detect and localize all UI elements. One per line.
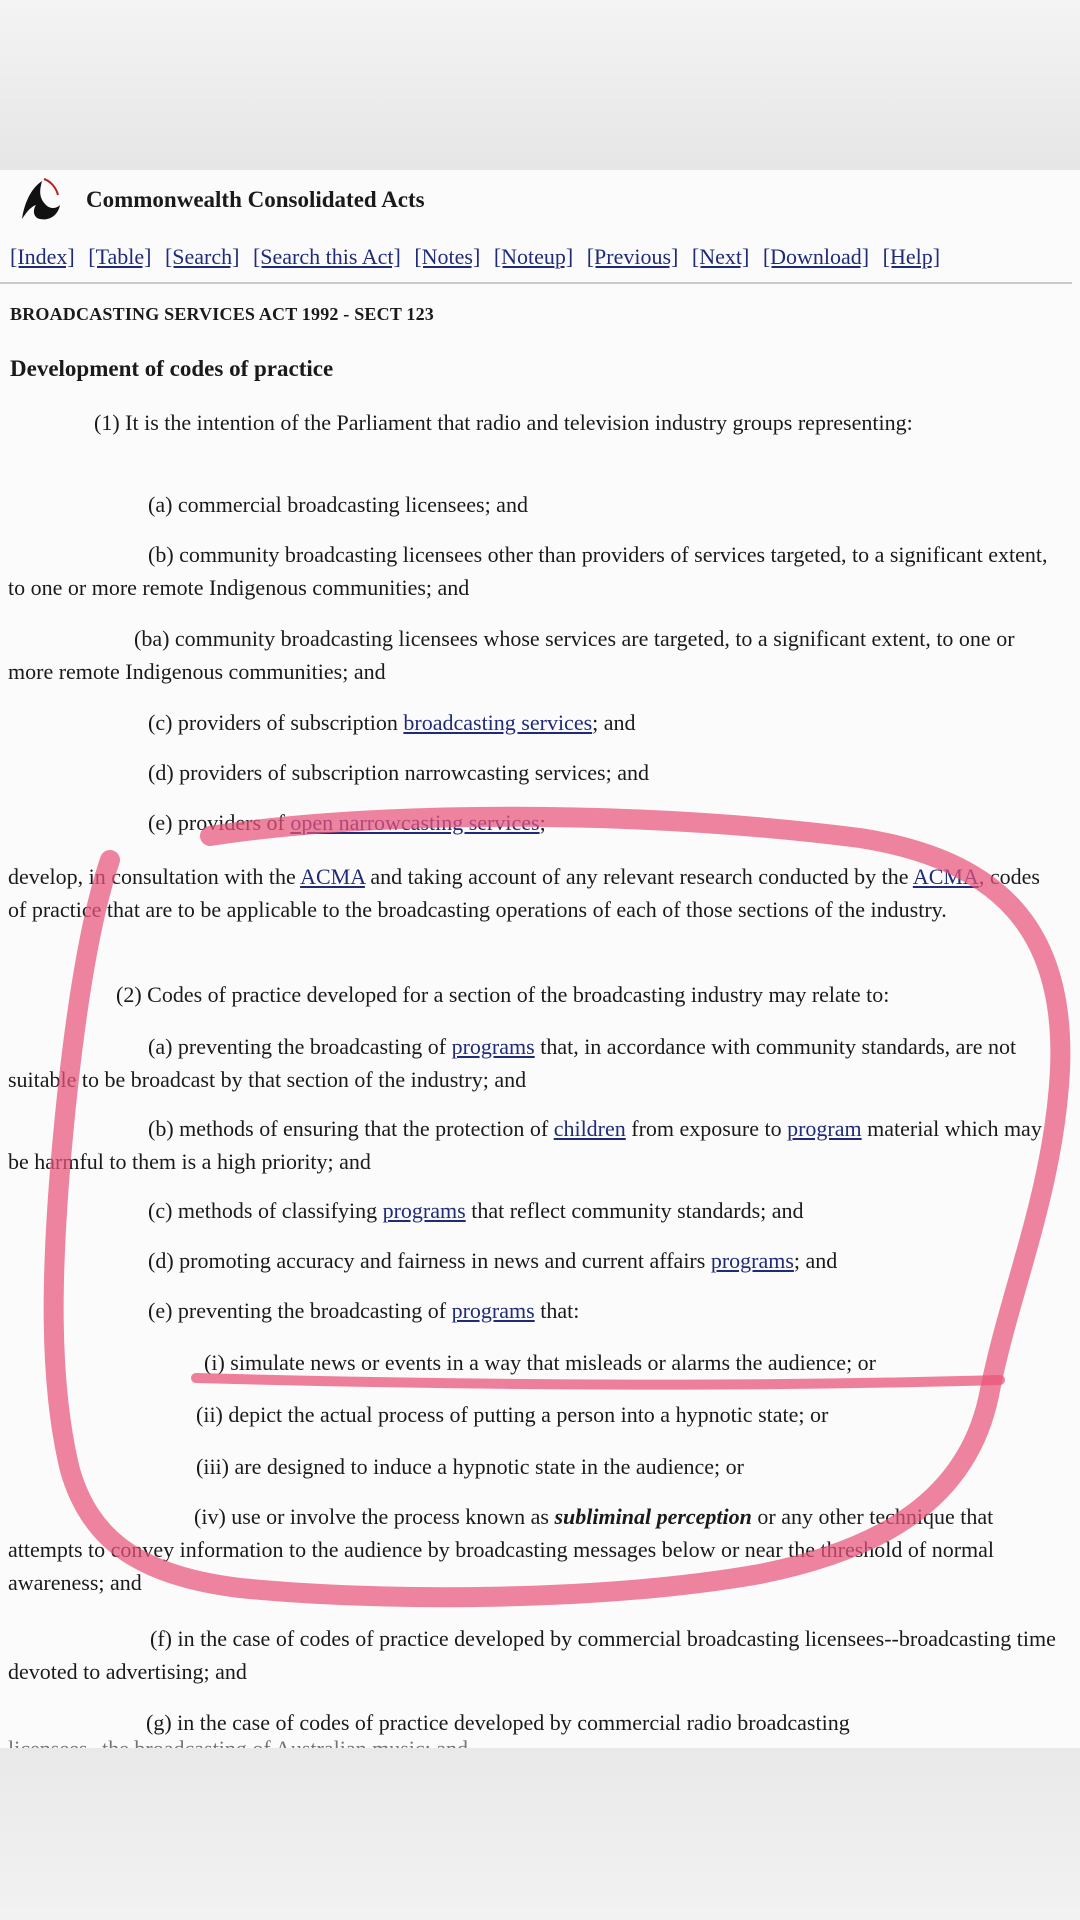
subsection-1-item-b: (b) community broadcasting licensees other than providers of services targeted, to a significant extent, to one or more remote Indigenous communities; and bbox=[8, 542, 1048, 600]
subsection-2-item-e-iv bbox=[8, 1500, 1058, 1599]
nav-table-link[interactable]: [Table] bbox=[88, 244, 152, 269]
blurred-top-margin bbox=[0, 0, 1080, 170]
s2-item-d-suffix: ; and bbox=[793, 1248, 838, 1273]
acma-link[interactable]: ACMA bbox=[300, 864, 365, 889]
s2-item-b-suffix: material which may be harmful to them is a high priority; and bbox=[8, 1116, 1042, 1174]
subsection-1-item-a: (a) commercial broadcasting licensees; and bbox=[148, 492, 528, 517]
item-e-suffix: ; bbox=[539, 810, 546, 835]
subsection-2-item-e bbox=[8, 1294, 1058, 1327]
programs-link[interactable]: programs bbox=[710, 1248, 794, 1273]
nav-index-link[interactable]: [Index] bbox=[10, 244, 75, 269]
subsection-2-item-g: (g) in the case of codes of practice developed by commercial radio broadcasting bbox=[146, 1710, 850, 1735]
subsection-1-item-d: (d) providers of subscription narrowcasting services; and bbox=[148, 760, 649, 785]
s2-item-e-iv-suffix: or any other technique that attempts to convey information to the audience by broadcasting messages below or near the threshold of normal awareness; and bbox=[8, 1504, 995, 1595]
nav-search-link[interactable]: [Search] bbox=[164, 244, 240, 269]
nav-previous-link[interactable]: [Previous] bbox=[586, 244, 679, 269]
nav-noteup-link[interactable]: [Noteup] bbox=[493, 244, 574, 269]
programs-link[interactable]: programs bbox=[382, 1198, 466, 1223]
nav-divider bbox=[0, 282, 1072, 284]
nav-next-link[interactable]: [Next] bbox=[691, 244, 750, 269]
subsection-2-item-e-ii: (ii) depict the actual process of putting a person into a hypnotic state; or bbox=[196, 1402, 829, 1427]
s2-item-c-text: (c) methods of classifying bbox=[148, 1198, 383, 1223]
closing-text-1: develop, in consultation with the bbox=[8, 864, 301, 889]
closing-text-2: and taking account of any relevant research conducted by the bbox=[364, 864, 913, 889]
item-c-suffix: ; and bbox=[592, 710, 636, 735]
subsection-2-item-e-iii: (iii) are designed to induce a hypnotic state in the audience; or bbox=[196, 1454, 744, 1479]
subsection-2-item-a bbox=[8, 1030, 1058, 1096]
programs-link[interactable]: programs bbox=[451, 1034, 535, 1059]
subsection-2-item-c bbox=[8, 1194, 1058, 1227]
item-c-text: (c) providers of subscription bbox=[148, 710, 404, 735]
subsection-1-closing bbox=[8, 860, 1058, 926]
section-heading: BROADCASTING SERVICES ACT 1992 - SECT 123 bbox=[10, 304, 435, 324]
nav-search-this-act-link[interactable]: [Search this Act] bbox=[252, 244, 401, 269]
subsection-1-item-c bbox=[8, 706, 1058, 739]
nav-download-link[interactable]: [Download] bbox=[762, 244, 870, 269]
program-link[interactable]: program bbox=[787, 1116, 862, 1141]
s2-item-e-iv-text: (iv) use or involve the process known as bbox=[194, 1504, 555, 1529]
s2-item-d-text: (d) promoting accuracy and fairness in news and current affairs bbox=[148, 1248, 711, 1273]
nav-help-link[interactable]: [Help] bbox=[882, 244, 941, 269]
subsection-1-intro: (1) It is the intention of the Parliament that radio and television industry groups representing: bbox=[94, 410, 913, 435]
document-page bbox=[0, 170, 1080, 1748]
acma-link[interactable]: ACMA bbox=[912, 864, 979, 889]
navigation-links bbox=[10, 244, 948, 270]
s2-item-c-suffix: that reflect community standards; and bbox=[465, 1198, 804, 1223]
s2-item-e-suffix: that: bbox=[534, 1298, 580, 1323]
s2-item-a-suffix: that, in accordance with community standards, are not suitable to be broadcast by that section of the industry; and bbox=[8, 1034, 1017, 1092]
subsection-1-item-ba: (ba) community broadcasting licensees whose services are targeted, to a significant extent, to one or more remote Indigenous communities; and bbox=[8, 626, 1015, 684]
site-title: Commonwealth Consolidated Acts bbox=[86, 187, 425, 212]
s2-item-a-text: (a) preventing the broadcasting of bbox=[148, 1034, 452, 1059]
nav-notes-link[interactable]: [Notes] bbox=[414, 244, 481, 269]
children-link[interactable]: children bbox=[553, 1116, 626, 1141]
subsection-2-item-d bbox=[8, 1244, 1058, 1277]
programs-link[interactable]: programs bbox=[451, 1298, 535, 1323]
subsection-2-item-f: (f) in the case of codes of practice developed by commercial broadcasting licensees--broadcasting time devoted to advertising; and bbox=[8, 1626, 1056, 1684]
subsection-2-item-b bbox=[8, 1112, 1058, 1178]
s2-item-b-text: (b) methods of ensuring that the protection of bbox=[148, 1116, 554, 1141]
subsection-2-intro: (2) Codes of practice developed for a section of the broadcasting industry may relate to: bbox=[116, 982, 890, 1007]
broadcasting-services-link[interactable]: broadcasting services bbox=[403, 710, 593, 735]
closing-text-3: , codes of practice that are to be applicable to the broadcasting operations of each of those sections of the industry. bbox=[8, 864, 1040, 922]
open-narrowcasting-services-link[interactable]: open narrowcasting services bbox=[290, 810, 540, 835]
s2-item-e-text: (e) preventing the broadcasting of bbox=[148, 1298, 452, 1323]
s2-item-b-mid: from exposure to bbox=[625, 1116, 788, 1141]
blurred-bottom-margin bbox=[0, 1748, 1080, 1920]
site-header bbox=[16, 170, 425, 230]
section-title: Development of codes of practice bbox=[10, 356, 334, 381]
subsection-2-item-e-i: (i) simulate news or events in a way that misleads or alarms the audience; or bbox=[204, 1350, 877, 1375]
austlii-logo-icon bbox=[16, 175, 62, 225]
item-e-text: (e) providers of bbox=[148, 810, 291, 835]
subliminal-perception-term: subliminal perception bbox=[554, 1504, 752, 1529]
subsection-1-item-e bbox=[8, 806, 1058, 839]
